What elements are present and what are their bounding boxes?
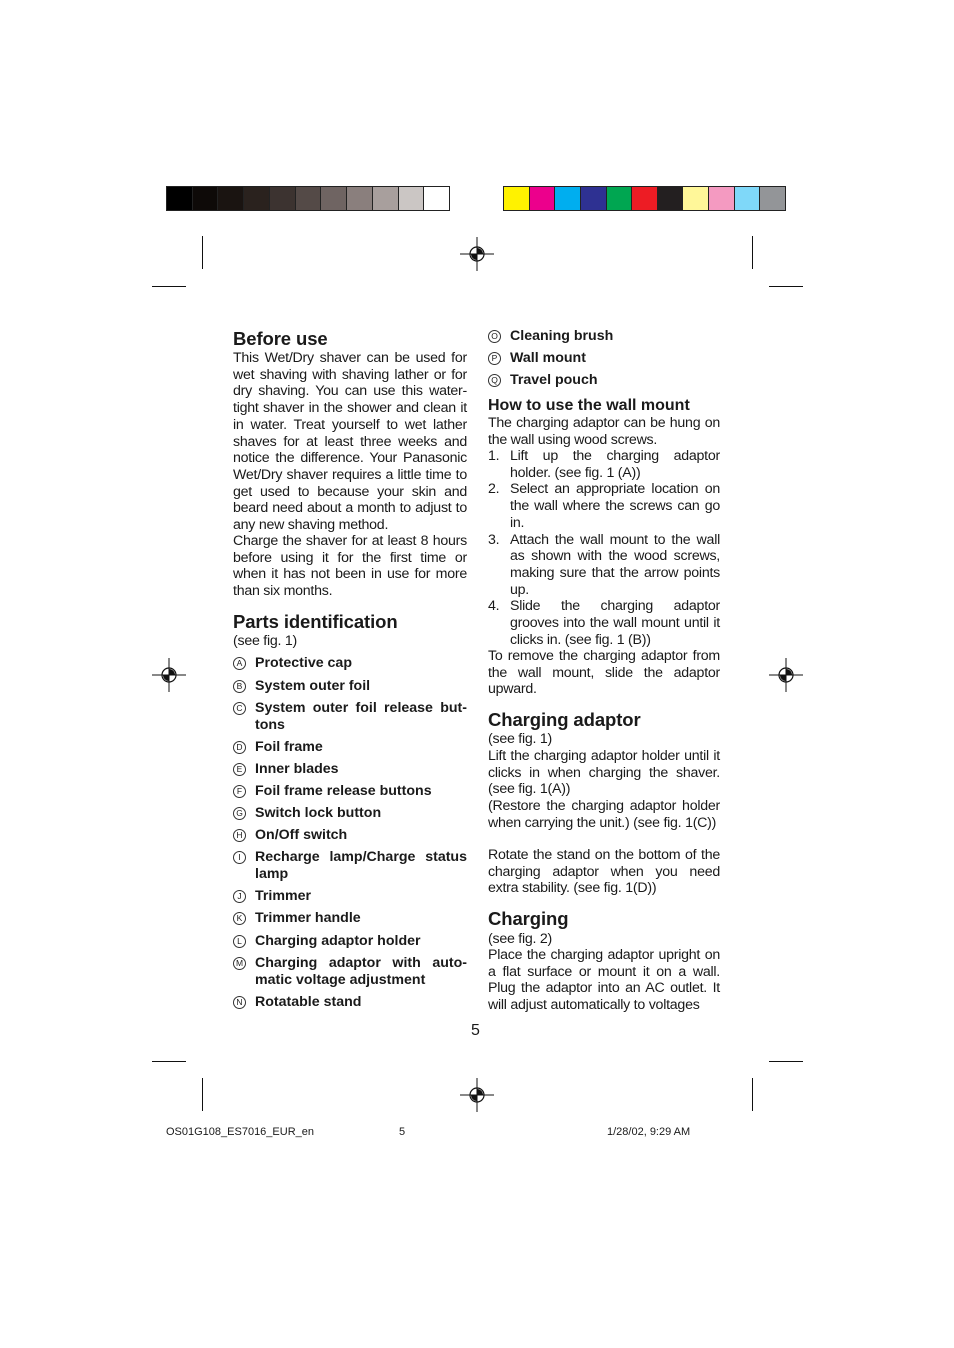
crop-mark [752,1078,753,1111]
part-item: B System outer foil [233,678,467,695]
before-use-paragraph: This Wet/Dry shaver can be used for wet shaving with shaving lather or for dry shaving. You can use this water-tight shaver in the shower and clean it in water. Treat yourself to wet lather shaves for at least three weeks and notice the difference. Your Panasonic Wet/Dry shaver requires a little time to get used to because your skin and beard need about a month to adjust to any new shaving method. [233,350,467,534]
color-swatch [504,187,530,210]
part-item: O Cleaning brush [488,328,720,345]
crop-mark [769,286,803,287]
part-letter-icon: I [233,851,246,864]
color-swatch [270,187,296,210]
part-item: P Wall mount [488,350,720,367]
registration-mark-icon [460,1078,494,1112]
color-swatch [632,187,658,210]
part-letter-icon: K [233,912,246,925]
color-swatch [709,187,735,210]
color-swatch [321,187,347,210]
part-item: Q Travel pouch [488,372,720,389]
wall-mount-intro: The charging adaptor can be hung on the wall using wood screws. [488,415,720,448]
part-item: D Foil frame [233,739,467,756]
part-letter-icon: M [233,957,246,970]
charging-adaptor-paragraph-1: Lift the charging adaptor holder until it clicks in when charging the shaver. (see fig. 1(A)) [488,748,720,798]
color-swatch [347,187,373,210]
color-swatch [373,187,399,210]
crop-mark [202,1078,203,1111]
footer-filename: OS01G108_ES7016_EUR_en [166,1126,314,1138]
part-item: G Switch lock button [233,805,467,822]
page-number: 5 [471,1022,480,1039]
registration-mark-icon [769,658,803,692]
part-letter-icon: P [488,352,501,365]
step-item: 1. Lift up the charging adaptor holder. (see fig. 1 (A)) [488,448,720,481]
wall-mount-steps [488,448,720,648]
wall-mount-heading: How to use the wall mount [488,397,690,414]
part-letter-icon: H [233,829,246,842]
part-letter-icon: Q [488,374,501,387]
charging-heading: Charging [488,908,569,929]
crop-mark [769,1061,803,1062]
gray-scale-bar [166,186,450,211]
part-letter-icon: B [233,680,246,693]
part-item: K Trimmer handle [233,910,467,927]
part-item: H On/Off switch [233,827,467,844]
color-swatch [218,187,244,210]
part-item: L Charging adaptor holder [233,933,467,950]
crop-mark [152,1061,186,1062]
charging-adaptor-see-figure: (see fig. 1) [488,731,553,747]
color-swatch [607,187,633,210]
part-item: I Recharge lamp/Charge status lamp [233,849,467,882]
part-letter-icon: E [233,763,246,776]
color-swatch [167,187,193,210]
color-swatch [244,187,270,210]
color-calibration-bar [503,186,786,211]
color-swatch [581,187,607,210]
color-swatch [399,187,425,210]
part-letter-icon: J [233,890,246,903]
color-swatch [658,187,684,210]
color-swatch [424,187,449,210]
part-item: A Protective cap [233,655,467,672]
charging-paragraph: Place the charging adaptor upright on a flat surface or mount it on a wall. Plug the adaptor into an AC outlet. It will adjust automatically to voltages [488,947,720,1014]
wall-mount-outro: To remove the charging adaptor from the wall mount, slide the adaptor upward. [488,648,720,698]
crop-mark [752,236,753,269]
color-swatch [193,187,219,210]
footer-date: 1/28/02, 9:29 AM [607,1126,691,1138]
part-letter-icon: N [233,996,246,1009]
part-item: N Rotatable stand [233,994,467,1011]
color-swatch [683,187,709,210]
color-swatch [735,187,761,210]
part-letter-icon: C [233,702,246,715]
registration-mark-icon [460,237,494,271]
part-item: F Foil frame release buttons [233,783,467,800]
footer-page: 5 [399,1126,406,1138]
color-swatch [530,187,556,210]
color-swatch [760,187,785,210]
step-item: 3. Attach the wall mount to the wall as shown with the wood screws, making sure that the arrow points up. [488,531,720,598]
step-item: 2. Select an appropriate location on the wall where the screws can go in. [488,481,720,531]
part-letter-icon: L [233,935,246,948]
part-item: C System outer foil release but-tons [233,700,467,733]
charging-see-figure: (see fig. 2) [488,931,553,947]
part-item: J Trimmer [233,888,467,905]
charging-adaptor-paragraph-3: Rotate the stand on the bottom of the charging adaptor when you need extra stability. (see fig. 1(D)) [488,847,720,897]
part-letter-icon: D [233,741,246,754]
part-letter-icon: O [488,330,501,343]
before-use-heading: Before use [233,328,328,349]
charging-adaptor-heading: Charging adaptor [488,709,641,730]
charging-adaptor-paragraph-2: (Restore the charging adaptor holder when carrying the unit.) (see fig. 1(C)) [488,798,720,831]
part-letter-icon: G [233,807,246,820]
part-item: E Inner blades [233,761,467,778]
part-letter-icon: A [233,657,246,670]
registration-mark-icon [152,658,186,692]
crop-mark [202,236,203,269]
color-swatch [555,187,581,210]
parts-identification-heading: Parts identification [233,611,398,632]
crop-mark [152,286,186,287]
part-letter-icon: F [233,785,246,798]
charge-note-paragraph: Charge the shaver for at least 8 hours before using it for the first time or when it has not been in use for more than six months. [233,533,467,600]
step-item: 4. Slide the charging adaptor grooves into the wall mount until it clicks in. (see fig. 1 (B)) [488,598,720,648]
color-swatch [296,187,322,210]
part-item: M Charging adaptor with auto-matic voltage adjustment [233,955,467,988]
parts-see-figure: (see fig. 1) [233,633,298,649]
